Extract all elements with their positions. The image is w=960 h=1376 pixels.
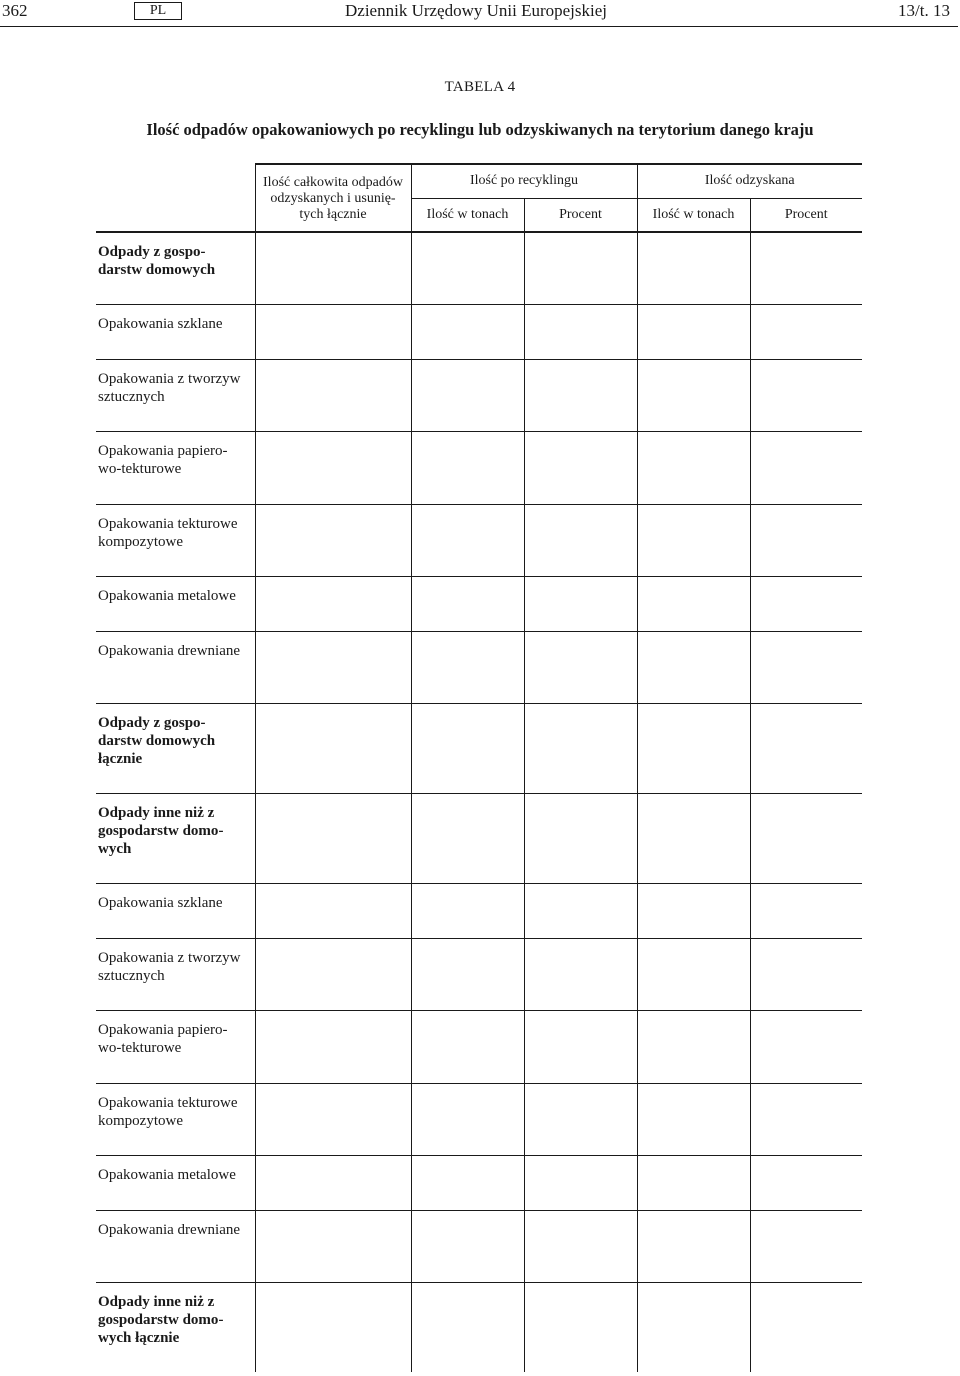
row-label: Odpady inne niż z gospodarstw domowych bbox=[96, 793, 255, 883]
table-cell bbox=[411, 1010, 524, 1083]
table-row bbox=[96, 631, 862, 703]
row-label: Odpady z gospodarstw domowych bbox=[96, 232, 255, 304]
table-cell bbox=[750, 703, 862, 793]
row-header-corner bbox=[96, 164, 255, 232]
table-cell bbox=[750, 1083, 862, 1155]
table-cell bbox=[750, 883, 862, 938]
table-cell bbox=[411, 1155, 524, 1210]
table-cell bbox=[637, 1083, 750, 1155]
table-cell bbox=[411, 793, 524, 883]
table-cell bbox=[255, 938, 411, 1010]
table-cell bbox=[750, 1210, 862, 1282]
table-cell bbox=[637, 304, 750, 359]
row-label: Opakowania szklane bbox=[96, 883, 255, 938]
table-cell bbox=[524, 793, 637, 883]
table-cell bbox=[750, 793, 862, 883]
row-label: Opakowania papierowo-tekturowe bbox=[96, 1010, 255, 1083]
table-cell bbox=[411, 883, 524, 938]
table-row bbox=[96, 1083, 862, 1155]
table-cell bbox=[255, 359, 411, 431]
row-label: Opakowania metalowe bbox=[96, 576, 255, 631]
table-row bbox=[96, 359, 862, 431]
table-row bbox=[96, 431, 862, 504]
row-label: Opakowania drewniane bbox=[96, 1210, 255, 1282]
table-cell bbox=[411, 359, 524, 431]
table-row bbox=[96, 703, 862, 793]
table-cell bbox=[524, 431, 637, 504]
row-label: Opakowania drewniane bbox=[96, 631, 255, 703]
column-header-recovered-percent: Procent bbox=[750, 198, 862, 232]
table-cell bbox=[255, 703, 411, 793]
table-cell bbox=[637, 431, 750, 504]
header-rule bbox=[0, 26, 958, 27]
table-row bbox=[96, 1010, 862, 1083]
table-cell bbox=[637, 1155, 750, 1210]
journal-title: Dziennik Urzędowy Unii Europejskiej bbox=[345, 1, 608, 20]
table-cell bbox=[255, 576, 411, 631]
table-cell bbox=[750, 1010, 862, 1083]
packaging-waste-table bbox=[96, 163, 862, 1372]
table-row bbox=[96, 1210, 862, 1282]
table-cell bbox=[637, 359, 750, 431]
row-label: Opakowania z tworzyw sztucznych bbox=[96, 938, 255, 1010]
table-cell bbox=[750, 232, 862, 304]
table-cell bbox=[750, 631, 862, 703]
table-cell bbox=[255, 1010, 411, 1083]
table-cell bbox=[255, 431, 411, 504]
table-cell bbox=[411, 504, 524, 576]
table-cell bbox=[411, 304, 524, 359]
column-group-recovered: Ilość odzyskana bbox=[637, 164, 862, 198]
table-cell bbox=[750, 938, 862, 1010]
language-badge: PL bbox=[134, 2, 182, 20]
table-cell bbox=[524, 883, 637, 938]
table-cell bbox=[524, 1282, 637, 1372]
table-row bbox=[96, 232, 862, 304]
table-cell bbox=[411, 703, 524, 793]
table-cell bbox=[255, 232, 411, 304]
table-cell bbox=[750, 359, 862, 431]
column-group-recycled: Ilość po recyklingu bbox=[411, 164, 637, 198]
table-cell bbox=[637, 631, 750, 703]
table-cell bbox=[637, 1010, 750, 1083]
page-header bbox=[0, 0, 960, 28]
table-cell bbox=[637, 576, 750, 631]
table-cell bbox=[255, 304, 411, 359]
table-row bbox=[96, 304, 862, 359]
table-title: Ilość odpadów opakowaniowych po recyklingu lub odzyskiwanych na terytorium danego kraju bbox=[146, 120, 814, 139]
table-row bbox=[96, 938, 862, 1010]
table-cell bbox=[637, 883, 750, 938]
table-cell bbox=[411, 1083, 524, 1155]
table-cell bbox=[637, 1210, 750, 1282]
table-cell bbox=[411, 576, 524, 631]
table-cell bbox=[411, 431, 524, 504]
table-row bbox=[96, 576, 862, 631]
column-header-recovered-tonnes: Ilość w tonach bbox=[637, 198, 750, 232]
table-cell bbox=[750, 431, 862, 504]
table-row bbox=[96, 504, 862, 576]
table-caption: TABELA 4 bbox=[444, 79, 516, 95]
row-label: Odpady z gospodarstw domowych łącznie bbox=[96, 703, 255, 793]
table-cell bbox=[255, 631, 411, 703]
table-cell bbox=[637, 504, 750, 576]
row-label: Opakowania metalowe bbox=[96, 1155, 255, 1210]
table-cell bbox=[255, 1210, 411, 1282]
table-cell bbox=[750, 576, 862, 631]
table-cell bbox=[524, 1210, 637, 1282]
table-cell bbox=[637, 938, 750, 1010]
volume-reference: 13/t. 13 bbox=[898, 1, 950, 20]
table-cell bbox=[524, 1155, 637, 1210]
table-cell bbox=[524, 304, 637, 359]
table-cell bbox=[750, 304, 862, 359]
table-cell bbox=[255, 793, 411, 883]
table-row bbox=[96, 883, 862, 938]
table-cell bbox=[411, 1282, 524, 1372]
table-cell bbox=[524, 576, 637, 631]
table-cell bbox=[637, 793, 750, 883]
table-cell bbox=[524, 1083, 637, 1155]
table-cell bbox=[255, 504, 411, 576]
table-cell bbox=[524, 232, 637, 304]
column-header-total: Ilość całkowita odpadów odzyskanych i usuniętych łącznie bbox=[255, 164, 411, 232]
table-cell bbox=[411, 232, 524, 304]
table-cell bbox=[524, 1010, 637, 1083]
table-cell bbox=[524, 703, 637, 793]
table-cell bbox=[255, 1155, 411, 1210]
table-cell bbox=[524, 938, 637, 1010]
table-cell bbox=[750, 504, 862, 576]
table-cell bbox=[411, 1210, 524, 1282]
table-cell bbox=[524, 359, 637, 431]
table-row bbox=[96, 793, 862, 883]
table-row bbox=[96, 1155, 862, 1210]
table-cell bbox=[637, 232, 750, 304]
table-cell bbox=[750, 1282, 862, 1372]
table-cell bbox=[255, 1282, 411, 1372]
table-cell bbox=[750, 1155, 862, 1210]
table-cell bbox=[411, 631, 524, 703]
row-label: Opakowania tekturowe kompozytowe bbox=[96, 1083, 255, 1155]
table-cell bbox=[524, 504, 637, 576]
column-header-recycled-tonnes: Ilość w tonach bbox=[411, 198, 524, 232]
table-cell bbox=[524, 631, 637, 703]
column-header-recycled-percent: Procent bbox=[524, 198, 637, 232]
table-cell bbox=[637, 1282, 750, 1372]
table-cell bbox=[411, 938, 524, 1010]
row-label: Opakowania szklane bbox=[96, 304, 255, 359]
row-label: Opakowania papierowo-tekturowe bbox=[96, 431, 255, 504]
page-number: 362 bbox=[2, 1, 28, 20]
row-label: Opakowania tekturowe kompozytowe bbox=[96, 504, 255, 576]
table-cell bbox=[255, 1083, 411, 1155]
row-label: Opakowania z tworzyw sztucznych bbox=[96, 359, 255, 431]
table-cell bbox=[255, 883, 411, 938]
table-row bbox=[96, 1282, 862, 1372]
row-label: Odpady inne niż z gospodarstw domowych łącznie bbox=[96, 1282, 255, 1372]
table-body bbox=[96, 232, 862, 1372]
table-cell bbox=[637, 703, 750, 793]
